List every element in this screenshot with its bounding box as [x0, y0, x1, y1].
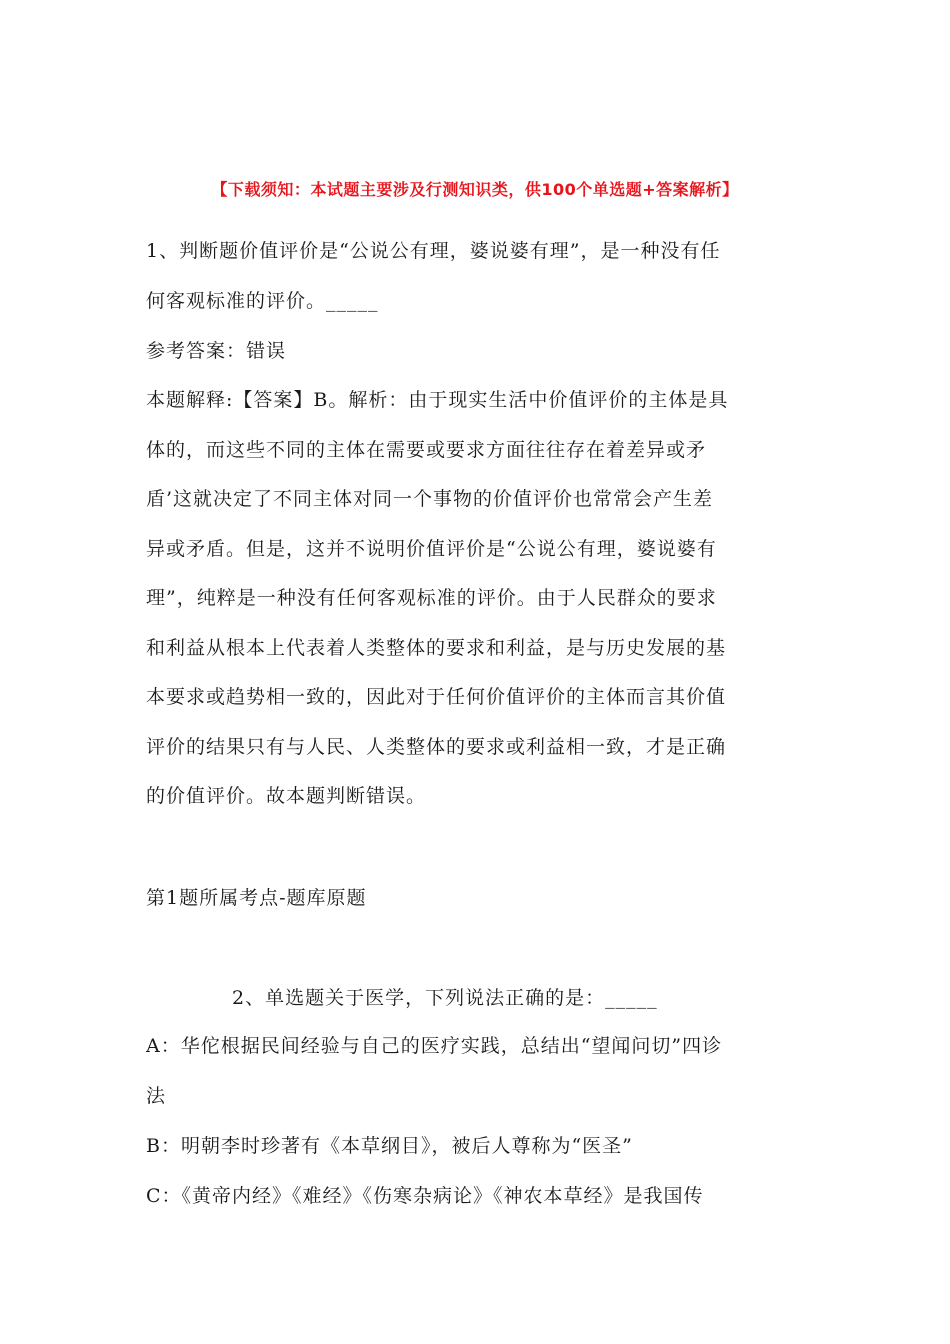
- question-2-option-b: B：明朝李时珍著有《本草纲目》，被后人尊称为“医圣”: [146, 1135, 633, 1157]
- explanation-line: 本要求或趋势相一致的，因此对于任何价值评价的主体而言其价值: [146, 686, 727, 708]
- question-2-option-a: [146, 1022, 806, 1121]
- explanation-line: 的价值评价。故本题判断错误。: [146, 785, 427, 807]
- explanation-line: 理”，纯粹是一种没有任何客观标准的评价。由于人民群众的要求: [146, 587, 717, 609]
- question-2-stem: 2、单选题关于医学，下列说法正确的是：_____: [232, 987, 658, 1009]
- explanation-line: 体的，而这些不同的主体在需要或要求方面往往存在着差异或矛: [146, 438, 707, 461]
- question-2-option-c: C：《黄帝内经》《难经》《伤寒杂病论》《神农本草经》是我国传: [146, 1185, 704, 1207]
- question-1-line: 何客观标准的评价。_____: [146, 289, 379, 312]
- question-1-line: 1、判断题价值评价是“公说公有理，婆说婆有理”，是一种没有任: [146, 240, 721, 262]
- explanation-line: 盾’这就决定了不同主体对同一个事物的价值评价也常常会产生差: [146, 488, 714, 510]
- option-a-line: A：华佗根据民间经验与自己的医疗实践，总结出“望闻问切”四诊: [146, 1035, 723, 1057]
- explanation-line: 异或矛盾。但是，这并不说明价值评价是“公说公有理，婆说婆有: [146, 537, 717, 560]
- explanation-line: 和利益从根本上代表着人类整体的要求和利益，是与历史发展的基: [146, 636, 727, 659]
- explanation-line: 本题解释:【答案】B。解析：由于现实生活中价值评价的主体是具: [146, 389, 729, 411]
- download-notice: 【下载须知：本试题主要涉及行测知识类，供100个单选题+答案解析】: [211, 180, 739, 199]
- explanation-line: 评价的结果只有与人民、人类整体的要求或利益相一致，才是正确: [146, 735, 727, 758]
- question-1-explanation: [146, 376, 806, 822]
- option-a-line: 法: [146, 1084, 167, 1107]
- question-1-answer: 参考答案：错误: [146, 340, 287, 362]
- question-1-stem: [146, 227, 806, 326]
- question-1-exam-point: 第1题所属考点-题库原题: [146, 887, 367, 909]
